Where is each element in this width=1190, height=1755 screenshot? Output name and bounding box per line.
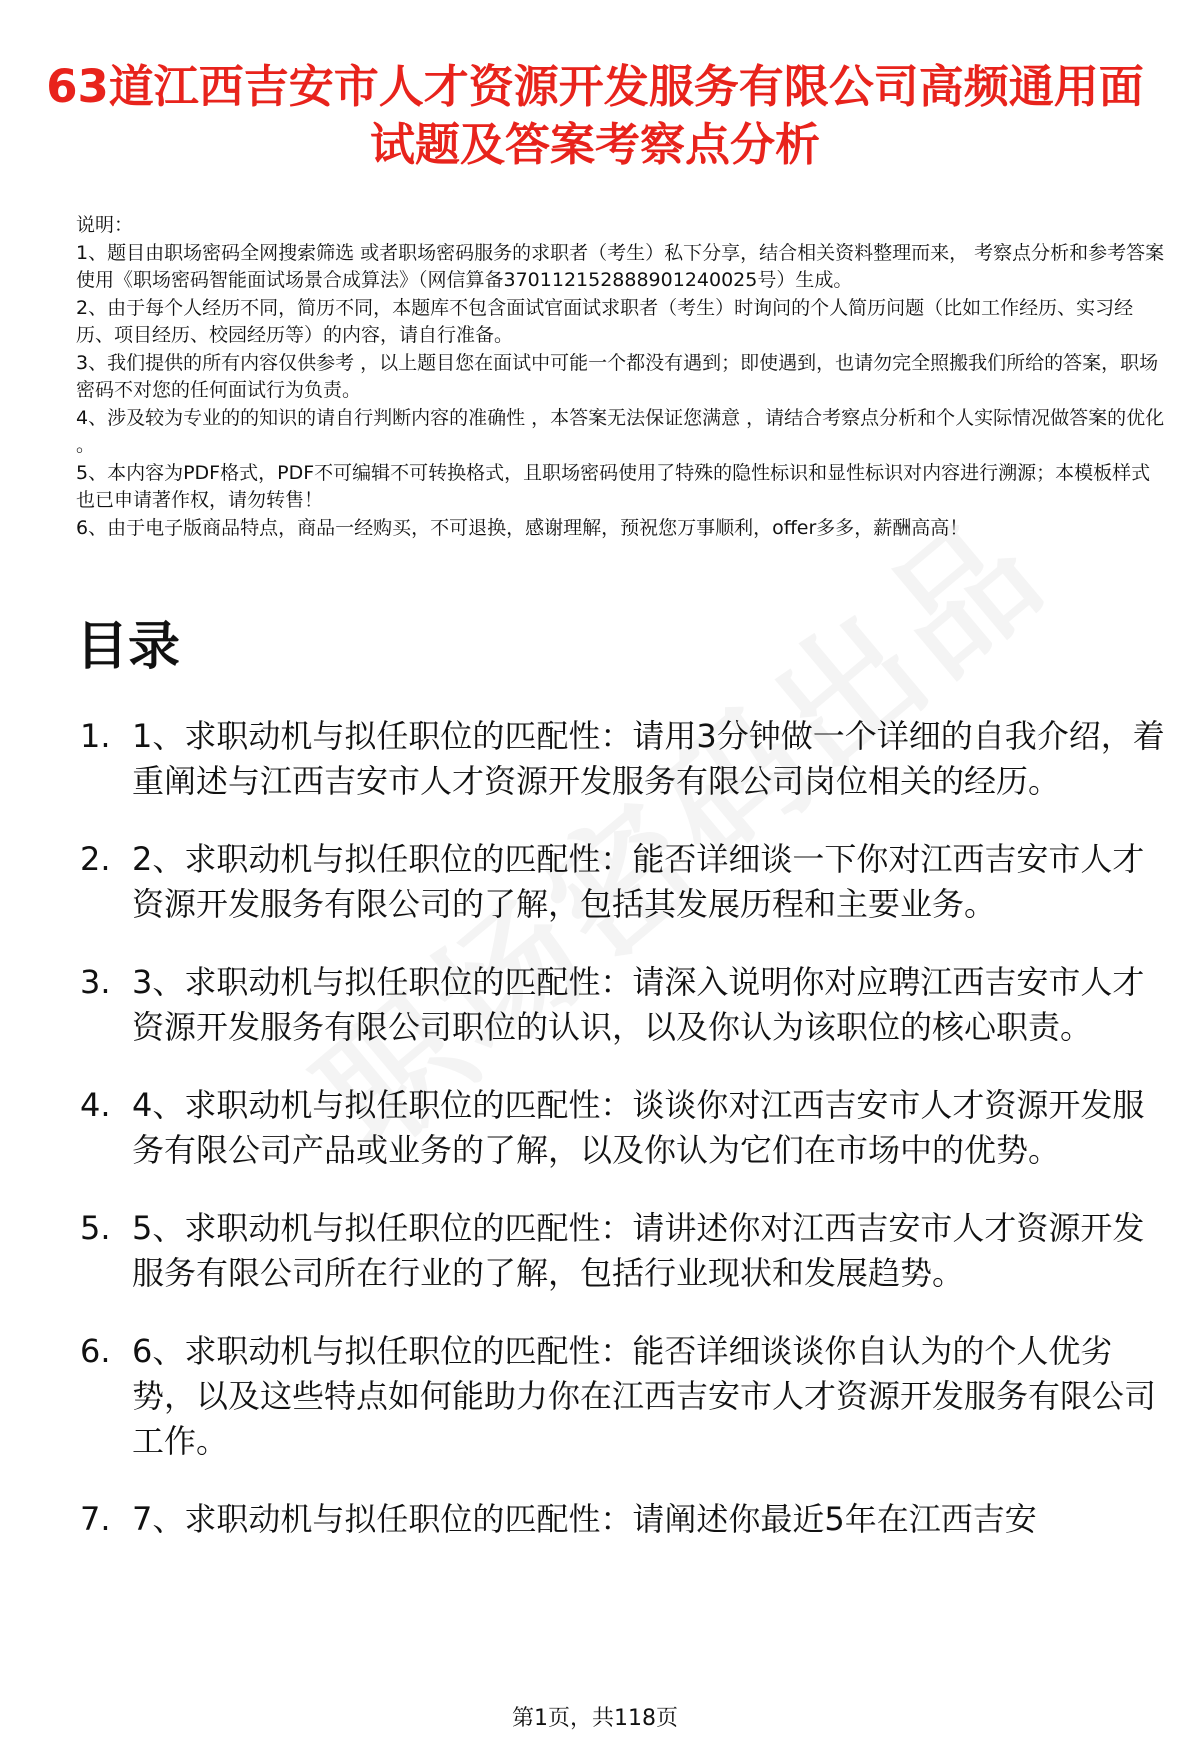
toc-item-text: 2、求职动机与拟任职位的匹配性：能否详细谈一下你对江西吉安市人才资源开发服务有限公司的了解，包括其发展历程和主要业务。	[132, 840, 1145, 923]
notes-section	[76, 212, 1166, 542]
notes-heading: 说明：	[76, 214, 134, 236]
toc-item[interactable]	[76, 837, 1166, 927]
toc-list	[76, 714, 1166, 1575]
page-footer: 第1页，共118页	[512, 1706, 678, 1731]
toc-item-text: 1、求职动机与拟任职位的匹配性：请用3分钟做一个详细的自我介绍，着重阐述与江西吉安市人才资源开发服务有限公司岗位相关的经历。	[132, 717, 1165, 800]
toc-item-text: 6、求职动机与拟任职位的匹配性：能否详细谈谈你自认为的个人优劣势，以及这些特点如何能助力你在江西吉安市人才资源开发服务有限公司工作。	[132, 1332, 1157, 1460]
toc-item-number: 2.	[80, 840, 111, 878]
toc-heading: 目录	[76, 617, 181, 677]
toc-item[interactable]	[76, 1497, 1166, 1542]
page-title: 63道江西吉安市人才资源开发服务有限公司高频通用面试题及答案考察点分析	[46, 60, 1144, 171]
note-item: 2、由于每个人经历不同，简历不同，本题库不包含面试官面试求职者（考生）时询问的个人简历问题（比如工作经历、实习经历、项目经历、校园经历等）的内容，请自行准备。	[76, 296, 1134, 346]
toc-item[interactable]	[76, 1083, 1166, 1173]
toc-item-number: 5.	[80, 1209, 111, 1247]
toc-item-number: 3.	[80, 963, 111, 1001]
toc-item-number: 6.	[80, 1332, 111, 1370]
toc-item[interactable]	[76, 1329, 1166, 1464]
note-item: 1、题目由职场密码全网搜索筛选 或者职场密码服务的求职者（考生）私下分享，结合相关资料整理而来， 考察点分析和参考答案使用《职场密码智能面试场景合成算法》（网信算备370112152888901240025号）生成。	[76, 241, 1165, 291]
toc-item-text: 5、求职动机与拟任职位的匹配性：请讲述你对江西吉安市人才资源开发服务有限公司所在行业的了解，包括行业现状和发展趋势。	[132, 1209, 1145, 1292]
note-item: 5、本内容为PDF格式，PDF不可编辑不可转换格式，且职场密码使用了特殊的隐性标识和显性标识对内容进行溯源；本模板样式也已申请著作权，请勿转售！	[76, 461, 1151, 511]
note-item: 6、由于电子版商品特点，商品一经购买，不可退换，感谢理解，预祝您万事顺利，offer多多，薪酬高高！	[76, 516, 969, 539]
toc-item[interactable]	[76, 1206, 1166, 1296]
toc-item-text: 4、求职动机与拟任职位的匹配性：谈谈你对江西吉安市人才资源开发服务有限公司产品或业务的了解，以及你认为它们在市场中的优势。	[132, 1086, 1145, 1169]
toc-item-text: 3、求职动机与拟任职位的匹配性：请深入说明你对应聘江西吉安市人才资源开发服务有限公司职位的认识，以及你认为该职位的核心职责。	[132, 963, 1145, 1046]
note-item: 3、我们提供的所有内容仅供参考 ，以上题目您在面试中可能一个都没有遇到；即使遇到，也请勿完全照搬我们所给的答案，职场密码不对您的任何面试行为负责。	[76, 351, 1159, 401]
toc-item-number: 1.	[80, 717, 111, 755]
toc-item-number: 4.	[80, 1086, 111, 1124]
toc-item-text: 7、求职动机与拟任职位的匹配性：请阐述你最近5年在江西吉安	[132, 1500, 1037, 1538]
toc-item[interactable]	[76, 714, 1166, 804]
toc-item-number: 7.	[80, 1500, 111, 1538]
note-item: 4、涉及较为专业的的知识的请自行判断内容的准确性 ，本答案无法保证您满意 ，请结合考察点分析和个人实际情况做答案的优化 。	[76, 406, 1165, 456]
toc-item[interactable]	[76, 960, 1166, 1050]
